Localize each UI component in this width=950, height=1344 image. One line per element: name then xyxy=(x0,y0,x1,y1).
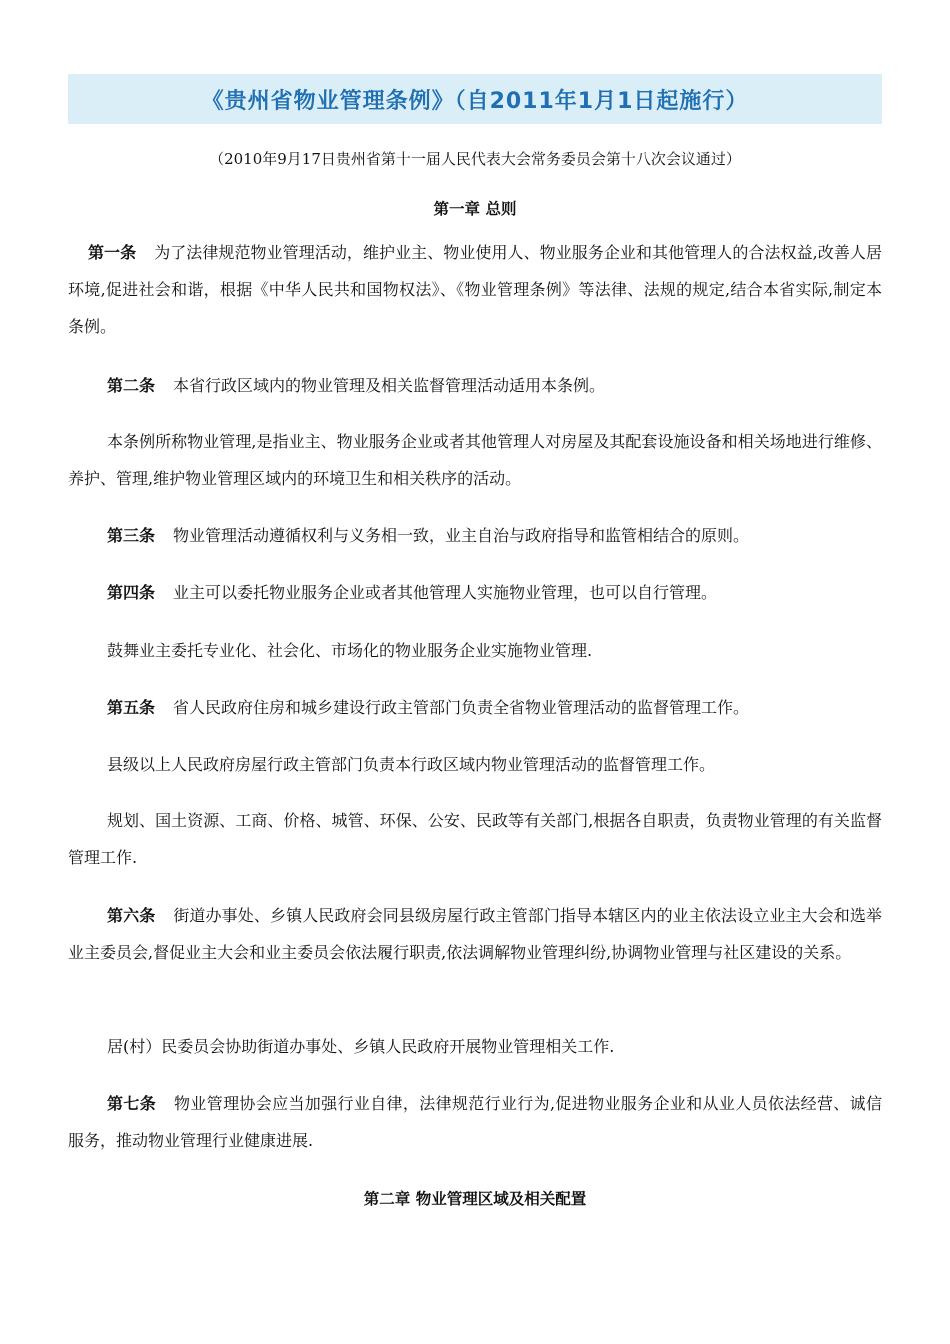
article-number: 第六条 xyxy=(107,906,156,925)
article-number: 第五条 xyxy=(107,698,156,717)
paragraph-text: 居(村）民委员会协助街道办事处、乡镇人民政府开展物业管理相关工作. xyxy=(107,1037,615,1056)
article-paragraph xyxy=(68,234,882,345)
body-paragraph xyxy=(68,632,882,669)
article-number: 第二条 xyxy=(107,376,156,395)
article-paragraph xyxy=(68,897,882,971)
article-text: 省人民政府住房和城乡建设行政主管部门负责全省物业管理活动的监督管理工作。 xyxy=(173,698,750,717)
article-paragraph xyxy=(68,367,882,404)
article-text: 街道办事处、乡镇人民政府会同县级房屋行政主管部门指导本辖区内的业主依法设立业主大会和选举业主委员会,督促业主大会和业主委员会依法履行职责,依法调解物业管理纠纷,协调物业管理与社区建设的关系。 xyxy=(68,906,882,962)
body-paragraph xyxy=(68,1028,882,1065)
article-text: 业主可以委托物业服务企业或者其他管理人实施物业管理，也可以自行管理。 xyxy=(173,583,718,602)
body-paragraph xyxy=(68,746,882,783)
chapter-heading-2: 第二章 物业管理区域及相关配置 xyxy=(363,1190,587,1208)
title-banner xyxy=(68,74,882,124)
article-paragraph xyxy=(68,517,882,554)
paragraph-text: 鼓舞业主委托专业化、社会化、市场化的物业服务企业实施物业管理. xyxy=(107,641,593,660)
article-text: 物业管理活动遵循权利与义务相一致，业主自治与政府指导和监管相结合的原则。 xyxy=(173,526,750,545)
paragraph-text: 规划、国土资源、工商、价格、城管、环保、公安、民政等有关部门,根据各自职责，负责物业管理的有关监督管理工作. xyxy=(68,811,882,867)
document-subtitle: （2010年9月17日贵州省第十一届人民代表大会常务委员会第十八次会议通过） xyxy=(209,150,741,168)
article-paragraph xyxy=(68,1085,882,1159)
chapter-heading-1: 第一章 总则 xyxy=(433,200,517,218)
body-paragraph xyxy=(68,802,882,876)
article-number: 第七条 xyxy=(107,1094,157,1113)
article-text: 物业管理协会应当加强行业自律，法律规范行业行为,促进物业服务企业和从业人员依法经营、诚信服务，推动物业管理行业健康进展. xyxy=(68,1094,882,1150)
article-paragraph xyxy=(68,574,882,611)
document-title: 《贵州省物业管理条例》（自2011年1月1日起施行） xyxy=(201,88,749,114)
paragraph-text: 本条例所称物业管理,是指业主、物业服务企业或者其他管理人对房屋及其配套设施设备和相关场地进行维修、养护、管理,维护物业管理区域内的环境卫生和相关秩序的活动。 xyxy=(68,432,882,488)
article-text: 本省行政区域内的物业管理及相关监督管理活动适用本条例。 xyxy=(173,376,606,395)
article-paragraph xyxy=(68,689,882,726)
article-number: 第三条 xyxy=(107,526,156,545)
body-paragraph xyxy=(68,423,882,497)
article-number: 第四条 xyxy=(107,583,156,602)
paragraph-text: 县级以上人民政府房屋行政主管部门负责本行政区域内物业管理活动的监督管理工作。 xyxy=(107,755,716,774)
article-number: 第一条 xyxy=(88,243,137,262)
article-text: 为了法律规范物业管理活动，维护业主、物业使用人、物业服务企业和其他管理人的合法权益,改善人居环境,促进社会和谐，根据《中华人民共和国物权法》、《物业管理条例》等法律、法规的规定,结合本省实际,制定本条例。 xyxy=(68,243,882,336)
